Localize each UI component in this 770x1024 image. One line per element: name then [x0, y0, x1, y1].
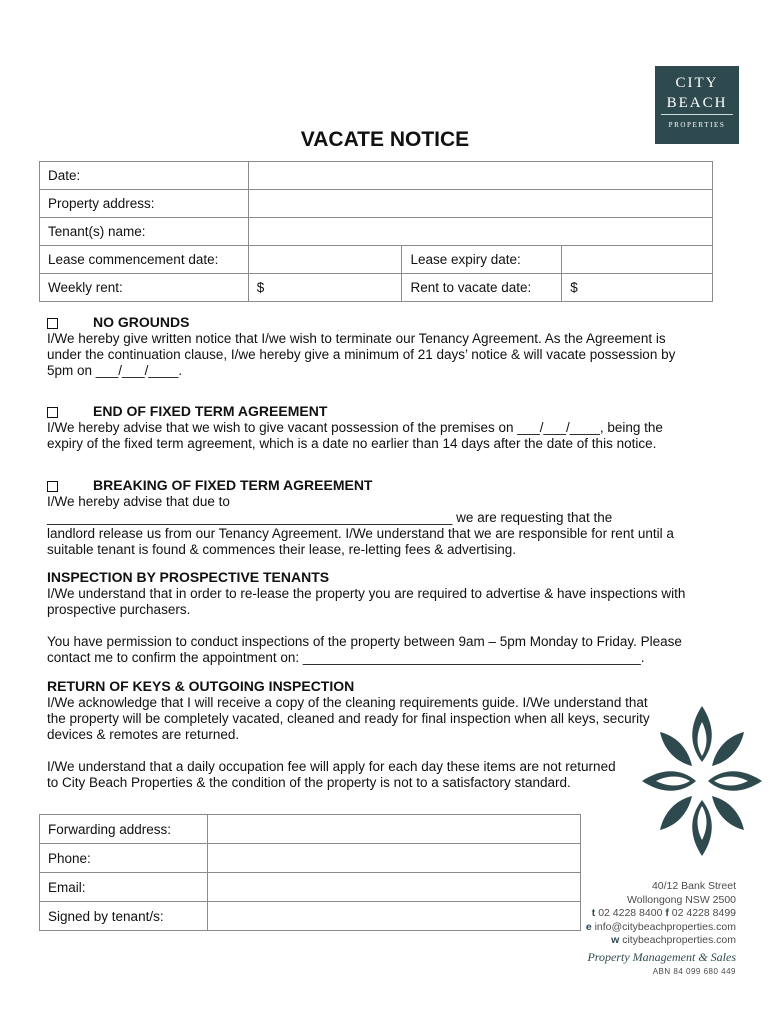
website: citybeachproperties.com [622, 934, 736, 946]
lease-commencement-label: Lease commencement date: [40, 246, 249, 274]
no-grounds-text [47, 331, 727, 379]
property-address-label: Property address: [40, 190, 249, 218]
logo-line-city: CITY [675, 75, 719, 91]
text-line: suitable tenant is found & commences their lease, re-letting fees & advertising. [47, 542, 516, 557]
table-row [40, 815, 581, 844]
web-prefix: w [611, 934, 620, 946]
breaking-text [47, 494, 727, 558]
table-row [40, 844, 581, 873]
address-line-2: Wollongong NSW 2500 [627, 893, 736, 906]
tenants-name-label: Tenant(s) name: [40, 218, 249, 246]
end-fixed-term-heading: END OF FIXED TERM AGREEMENT [93, 403, 328, 419]
no-grounds-checkbox[interactable] [47, 318, 58, 329]
tenancy-details-table [39, 161, 713, 302]
text-line: devices & remotes are returned. [47, 727, 240, 742]
keys-heading: RETURN OF KEYS & OUTGOING INSPECTION [47, 678, 355, 694]
page-title: VACATE NOTICE [300, 128, 470, 151]
text-line: under the continuation clause, I/we hereby give a minimum of 21 days’ notice & will vacate possession by [47, 347, 676, 362]
flower-motif-icon [640, 702, 764, 860]
table-row [40, 902, 581, 931]
abn-number: ABN 84 099 680 449 [652, 967, 736, 976]
tenants-name-field[interactable] [248, 218, 712, 246]
signed-label: Signed by tenant/s: [40, 902, 208, 931]
table-row [40, 246, 713, 274]
breaking-heading: BREAKING OF FIXED TERM AGREEMENT [93, 477, 373, 493]
text-line: I/We understand that a daily occupation fee will apply for each day these items are not returned [47, 759, 616, 774]
lease-commencement-field[interactable] [248, 246, 402, 274]
breaking-checkbox[interactable] [47, 481, 58, 492]
text-line: prospective purchasers. [47, 602, 191, 617]
text-line: to City Beach Properties & the condition of the property is not to a satisfactory standard. [47, 775, 571, 790]
text-line: ______________________________________________________ we are requesting that the [47, 510, 613, 525]
text-line: I/We acknowledge that I will receive a copy of the cleaning requirements guide. I/We understand that [47, 695, 648, 710]
phone-label: Phone: [40, 844, 208, 873]
date-label: Date: [40, 162, 249, 190]
end-fixed-term-checkbox[interactable] [47, 407, 58, 418]
fax-number: 02 4228 8499 [671, 907, 736, 919]
email-label: Email: [40, 873, 208, 902]
forwarding-details-table [39, 814, 581, 931]
no-grounds-heading: NO GROUNDS [93, 314, 190, 330]
fax-prefix: f [665, 907, 669, 919]
paragraph-gap [47, 618, 737, 634]
keys-text [47, 695, 687, 791]
inspection-heading: INSPECTION BY PROSPECTIVE TENANTS [47, 569, 330, 585]
text-line: 5pm on ___/___/____. [47, 363, 183, 378]
text-line: expiry of the fixed term agreement, which is a date no earlier than 14 days after the date of this notice. [47, 436, 657, 451]
table-row [40, 873, 581, 902]
forwarding-address-label: Forwarding address: [40, 815, 208, 844]
text-line: contact me to confirm the appointment on: _____________________________________________. [47, 650, 645, 665]
phone-number: 02 4228 8400 [598, 907, 663, 919]
logo-rule [661, 114, 733, 115]
end-fixed-term-text [47, 420, 727, 452]
text-line: landlord release us from our Tenancy Agreement. I/We understand that we are responsible for rent until a [47, 526, 674, 541]
date-field[interactable] [248, 162, 712, 190]
lease-expiry-label: Lease expiry date: [402, 246, 562, 274]
phone-prefix: t [591, 907, 596, 919]
logo-line-beach: BEACH [666, 95, 728, 111]
phone-fax-line [560, 907, 736, 921]
address-line-1: 40/12 Bank Street [651, 880, 736, 892]
text-line: I/We hereby give written notice that I/we wish to terminate our Tenancy Agreement. As the Agreement is [47, 331, 666, 346]
table-row [40, 162, 713, 190]
phone-field[interactable] [207, 844, 580, 873]
text-line: You have permission to conduct inspections of the property between 9am – 5pm Monday to Friday. Please [47, 634, 682, 649]
paragraph-gap [47, 743, 687, 759]
forwarding-address-field[interactable] [207, 815, 580, 844]
text-line: the property will be completely vacated, cleaned and ready for final inspection when all keys, security [47, 711, 650, 726]
table-row [40, 190, 713, 218]
text-line: I/We hereby advise that we wish to give vacant possession of the premises on ___/___/____, being the [47, 420, 663, 435]
contact-details [560, 880, 736, 948]
email-address: info@citybeachproperties.com [594, 920, 736, 933]
table-row [40, 218, 713, 246]
weekly-rent-field[interactable]: $ [248, 274, 402, 302]
email-field[interactable] [207, 873, 580, 902]
text-line: I/We hereby advise that due to [47, 494, 230, 509]
property-address-field[interactable] [248, 190, 712, 218]
table-row [40, 274, 713, 302]
weekly-rent-label: Weekly rent: [40, 274, 249, 302]
web-line [560, 934, 736, 948]
inspection-text [47, 586, 737, 666]
lease-expiry-field[interactable] [562, 246, 713, 274]
email-line [560, 921, 736, 935]
rent-to-vacate-field[interactable]: $ [562, 274, 713, 302]
rent-to-vacate-label: Rent to vacate date: [402, 274, 562, 302]
email-prefix: e [585, 920, 592, 933]
tagline: Property Management & Sales [587, 950, 736, 964]
text-line: I/We understand that in order to re-lease the property you are required to advertise & have inspections with [47, 586, 686, 601]
signature-field[interactable] [207, 902, 580, 931]
logo-line-properties: PROPERTIES [668, 121, 726, 129]
